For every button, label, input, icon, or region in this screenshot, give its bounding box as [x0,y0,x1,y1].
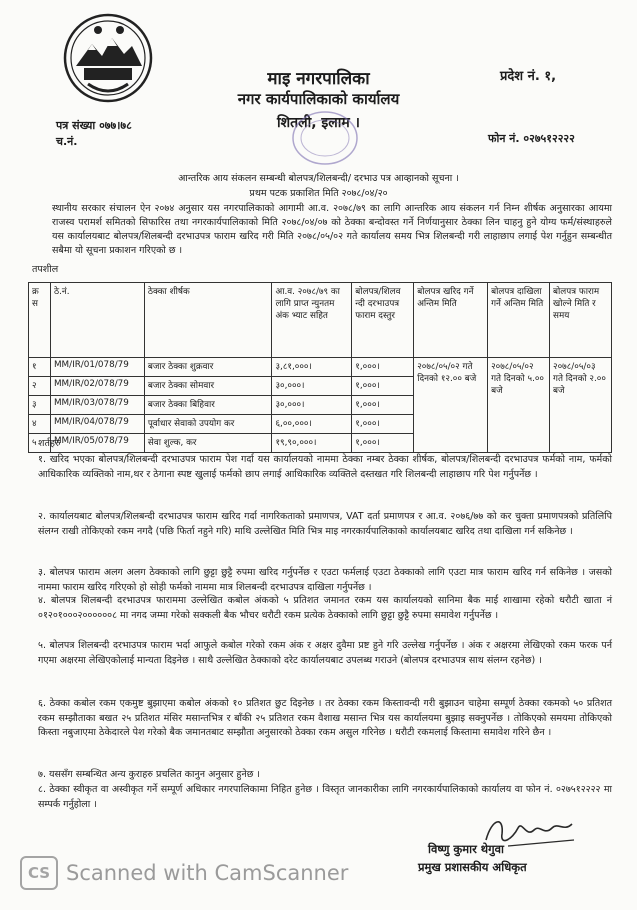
signer-title: प्रमुख प्रशासकीय अधिकृत [418,860,527,874]
header-opening-date: बोलपत्र फाराम खोल्ने मिति र समय [550,283,612,358]
condition-item: ३. बोलपत्र फाराम अलग अलग ठेक्काको लागि छुट्टा छुट्टै रुपमा खरिद गर्नुपर्नेछ र एउटा फर्मलाई एउटा ठेक्काको लागि एउटा मात्र फाराम खरिद गर्न सकिनेछ । जसको नाममा फाराम खरिद गरिएको हो सोही फर्मको नाममा मात्र शिलबन्दी दरभाउपत्र दाखिला गर्नुपर्नेछ । [38,567,612,593]
cell-tender-no: MM/IR/01/078/79 [50,358,144,377]
header-min-amount: आ.व. २०७८/७९ का लागि प्राप्त न्युनतम अंक भ्याट सहित [272,283,352,358]
conditions-heading: शर्तहरु [38,438,61,449]
header-tender-no: ठे.नं. [50,283,144,358]
letter-number: पत्र संख्या ०७७।७८ [56,119,132,132]
condition-item: ६. ठेक्का कबोल रकम एकमुष्ट बुझाएमा कबोल अंकको १० प्रतिशत छुट दिइनेछ । तर ठेक्का रकम किस्तावन्दी गरी बुझाउन चाहेमा सम्पूर्ण ठेक्का रकमको ५० प्रतिशत रकम सम्झौताका बखत २५ प्रतिशत मंसिर मसान्तभित्र र बाँकी २५ प्रतिशत रकम वैशाख मसान्त भित्र यस कार्यालयमा बुझाइ सक्नुपर्नेछ । तोकिएको समयमा तोकिएको किस्ता नबुजाएमा ठेकेदारले पेश गरेको बैक जमानतबाट सम्झौता अनुसारको ठेक्का रकम असुल गरिनेछ । धरौटी रकमलाई किस्तामा समावेश गरिने छैन । [38,698,612,738]
table-row [29,358,612,377]
tender-table [28,282,612,453]
cell-serial: १ [29,358,51,377]
cell-tender-no: MM/IR/02/078/79 [50,377,144,396]
condition-item: ७. यससँग सम्बन्धित अन्य कुराहरु प्रचलित कानुन अनुसार हुनेछ । [38,769,260,780]
header-serial: क्र स [29,283,51,358]
cell-serial: ३ [29,396,51,415]
condition-item: ८. ठेक्का स्वीकृत वा अस्वीकृत गर्ने सम्पूर्ण अधिकार नगरपालिकामा निहित हुनेछ । विस्तृत जानकारीका लागि नगरकार्यपालिकाको कार्यालय वा फोन नं. ०२७५१२२२२ मा सम्पर्क गर्नुहोला । [38,784,612,810]
cell-fee: १,०००। [352,434,414,453]
dispatch-number: च.नं. [56,135,78,148]
header-purchase-deadline: बोलपत्र खरिद गर्ने अन्तिम मिति [414,283,488,358]
cell-amount: ३०,०००। [272,396,352,415]
publish-date: प्रथम पटक प्रकाशित मिति २०७८/०४/२० [249,188,388,199]
condition-item: १. खरिद भएका बोलपत्र/शिलबन्दी दरभाउपत्र फाराम पेश गर्दा यस कार्यालयको नाममा ठेक्का नम्बर ठेक्का शीर्षक, बोलपत्र/शिलबन्दी दरभाउपत्र फर्मको नाम, फर्मको आधिकारिक व्यक्तिको नाम,थर र ठेगाना स्पष्ट खुलाई फर्मको छाप लगाई आधिकारिक व्यक्तिले दस्तखत गरि शिलबन्दी लाहाछाप गरि पेश गर्नुपर्नेछ । [38,454,612,480]
cell-tender-no: MM/IR/05/078/79 [50,434,144,453]
cell-amount: ६,००,०००। [272,415,352,434]
cell-serial: २ [29,377,51,396]
cell-tender-title: बजार ठेक्का सोमवार [144,377,272,396]
camscanner-logo-icon: CS [20,856,58,890]
cell-tender-title: सेवा शुल्क, कर [144,434,272,453]
table-label: तपशील [32,264,59,275]
cell-submit-deadline: २०७८/०५/०२ गते दिनको ५.०० बजे [488,358,550,453]
office-stamp-icon [290,108,360,168]
phone-number: फोन नं. ०२७५१२२२२ [488,132,575,145]
header-form-fee: बोलपत्र/शिलव न्दी दरभाउपत्र फाराम दस्तुर [352,283,414,358]
cell-serial: ४ [29,415,51,434]
intro-paragraph: स्थानीय सरकार संचालन ऐन २०७४ अनुसार यस नगरपालिकाको आगामी आ.व. २०७८/७९ का लागि आन्तरिक आय संकलन गर्न निम्न शीर्षक अनुसारका आयमा राजस्व परामर्श समितको सिफारिस तथा नगरकार्यपालिकाको मिति २०७८/०४/०७ को ठेक्का बन्दोवस्त गर्ने निर्णयानुसार ठेक्का लिन चाहनु हुने योग्य फर्म/संस्थाहरुले यस कार्यालयबाट बोलपत्र/शिलबन्दी दरभाउपत्र फाराम खरिद गरी मिति २०७८/०५/०२ गते कार्यालय समय भित्र शिलबन्दी गरी लाहाछाप लगाई पेश गर्नुहुन सम्बन्धीत सबैमा यो सूचना प्रकाशन गरिएको छ । [52,203,612,256]
cell-fee: १,०००। [352,377,414,396]
cell-amount: ३,८१,०००। [272,358,352,377]
cell-tender-title: बजार ठेक्का शुक्रवार [144,358,272,377]
province-number: प्रदेश नं. १, [500,69,557,84]
cell-opening: २०७८/०५/०३ गते दिनको २.०० बजे [550,358,612,453]
scanner-watermark [20,856,348,890]
signer-name: विष्णु कुमार थेगुवा [428,842,504,856]
cell-tender-title: पूर्वाधार सेवाको उपयोग कर [144,415,272,434]
condition-item: ४. बोलपत्र शिलबन्दी दरभाउपत्र फाराममा उल्लेखित कबोल अंकको ५ प्रतिशत जमानत रकम यस कार्यालयको सानिमा बैक माई शाखामा रहेको धरौटी खाता नं ०१२०१०००२००००००८ मा नगद जम्मा गरेको सक्कली बैक भौचर धरौटी रकम प्रत्येक ठेक्काको लागि छुट्टा छुट्टै रुपमा समावेश गर्नुपर्नेछ । [38,595,612,621]
watermark-text: Scanned with CamScanner [66,861,349,885]
cell-fee: १,०००। [352,396,414,415]
cell-amount: ३०,०००। [272,377,352,396]
cell-tender-title: बजार ठेक्का बिहिवार [144,396,272,415]
header-tender-title: ठेक्का शीर्षक [144,283,272,358]
cell-purchase-deadline: २०७८/०५/०२ गते दिनको १२.०० बजे [414,358,488,453]
cell-serial: ५ [29,434,51,453]
cell-tender-no: MM/IR/04/078/79 [50,415,144,434]
condition-item: २. कार्यालयबाट बोलपत्र/शिलबन्दी दरभाउपत्र फाराम खरिद गर्दा नागरिकताको प्रमाणपत्र, VAT दर्ता प्रमाणपत्र र आ.व. २०७६/७७ को कर चुक्ता प्रमाणपत्रको प्रतिलिपि संलग्न राखी तोकिएको रकम नगदै (पछि फिर्ता नहुने गरि) माथि उल्लेखित मिति भित्र माइ नगरकार्यपालिकाको कार्यालयबाट खरिद तथा दाखिला गर्न सकिनेछ । [38,511,612,537]
table-header-row [29,283,612,358]
cell-fee: १,०००। [352,358,414,377]
cell-fee: १,०००। [352,415,414,434]
office-name: माइ नगरपालिका [267,69,370,89]
condition-item: ५. बोलपत्र शिलबन्दी दरभाउपत्र फाराम भर्दा आफुले कबोल गरेको रकम अंक र अक्षर दुवैमा प्रष्ट हुने गरि उल्लेख गर्नुपर्नेछ । अंक र अक्षरमा लेखिएको रकम फरक पर्न गएमा अक्षरमा लेखिएकोलाई मान्यता दिइनेछ । साथै उल्लेखित ठेक्काको दरेट कार्यालयबाट उपलब्ध गराउने (बोलपत्र दरभाउपत्र साथ संलग्न रहनेछ) । [38,640,612,666]
cell-tender-no: MM/IR/03/078/79 [50,396,144,415]
header-submit-deadline: बोलपत्र दाखिला गर्ने अन्तिम मिति [488,283,550,358]
office-location: शितली, इलाम । [277,115,360,131]
notice-title: आन्तरिक आय संकलन सम्बन्धी बोलपत्र/शिलबन्दी/ दरभाउ पत्र आव्हानको सूचना । [178,173,459,184]
office-subtitle: नगर कार्यपालिकाको कार्यालय [237,90,400,108]
cell-amount: १९,९०,०००। [272,434,352,453]
